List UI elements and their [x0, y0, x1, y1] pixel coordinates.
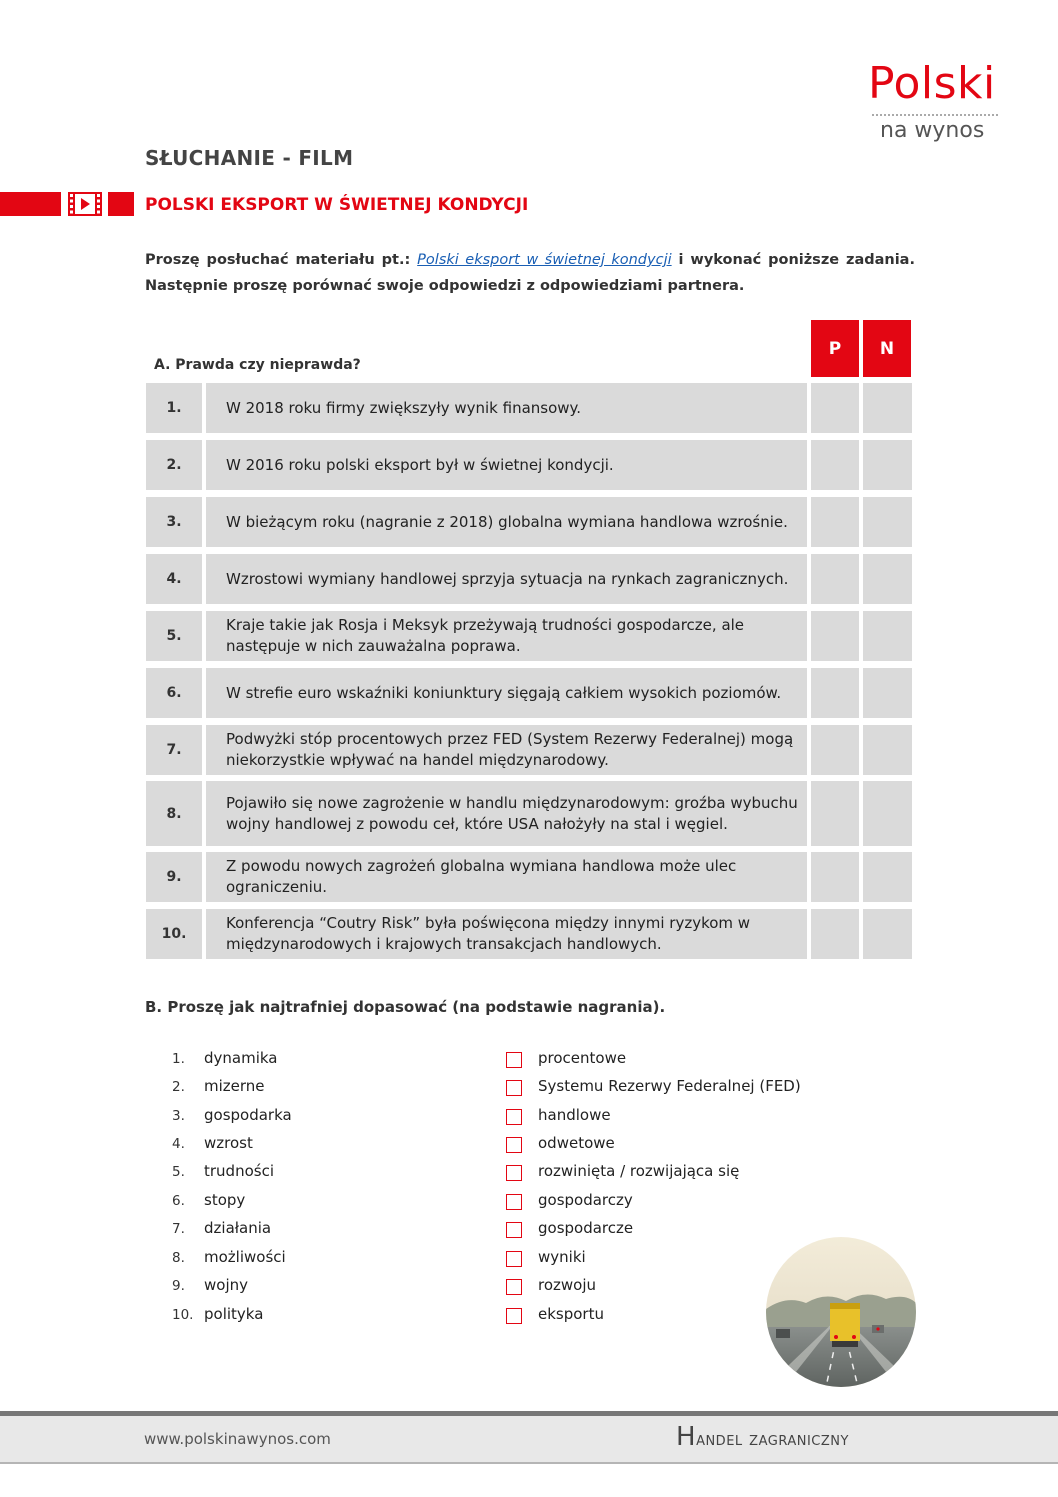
match-number: 7. [172, 1221, 185, 1237]
match-left-word: trudności [204, 1162, 274, 1180]
video-link[interactable]: Polski eksport w świetnej kondycji [417, 252, 672, 268]
match-right-word: rozwoju [538, 1276, 597, 1294]
row-number: 7. [146, 725, 202, 775]
match-row [0, 1049, 1058, 1073]
match-checkbox[interactable] [506, 1308, 522, 1324]
match-number: 9. [172, 1278, 185, 1294]
match-checkbox[interactable] [506, 1137, 522, 1153]
answer-p-box[interactable] [811, 383, 859, 433]
match-right-word: gospodarcze [538, 1219, 634, 1237]
column-header-p: P [811, 320, 859, 377]
row-statement: Konferencja “Coutry Risk” była poświęcona między innymi ryzykom w międzynarodowych i krajowych transakcjach handlowych. [206, 909, 807, 959]
footer-topic-rest: andel zagraniczny [696, 1428, 849, 1450]
table-row [146, 909, 912, 959]
answer-p-box[interactable] [811, 668, 859, 718]
table-row [146, 852, 912, 902]
match-right-word: eksportu [538, 1305, 604, 1323]
logo-divider [872, 114, 998, 116]
match-left-word: wzrost [204, 1134, 253, 1152]
match-row [0, 1191, 1058, 1215]
answer-p-box[interactable] [811, 611, 859, 661]
match-right-word: Systemu Rezerwy Federalnej (FED) [538, 1077, 801, 1095]
match-left-word: możliwości [204, 1248, 286, 1266]
answer-n-box[interactable] [863, 497, 912, 547]
match-left-word: stopy [204, 1191, 246, 1209]
match-row [0, 1134, 1058, 1158]
table-row [146, 781, 912, 846]
match-row [0, 1162, 1058, 1186]
answer-n-box[interactable] [863, 611, 912, 661]
video-title: POLSKI EKSPORT W ŚWIETNEJ KONDYCJI [145, 195, 529, 215]
table-row [146, 668, 912, 718]
answer-n-box[interactable] [863, 909, 912, 959]
match-number: 5. [172, 1164, 185, 1180]
match-number: 6. [172, 1193, 185, 1209]
table-row [146, 611, 912, 661]
row-number: 10. [146, 909, 202, 959]
answer-p-box[interactable] [811, 909, 859, 959]
row-number: 5. [146, 611, 202, 661]
row-number: 6. [146, 668, 202, 718]
row-number: 1. [146, 383, 202, 433]
match-left-word: dynamika [204, 1049, 278, 1067]
match-left-word: wojny [204, 1276, 248, 1294]
match-number: 3. [172, 1108, 185, 1124]
answer-n-box[interactable] [863, 781, 912, 846]
match-left-word: mizerne [204, 1077, 265, 1095]
answer-p-box[interactable] [811, 497, 859, 547]
match-checkbox[interactable] [506, 1222, 522, 1238]
answer-n-box[interactable] [863, 383, 912, 433]
match-right-word: gospodarczy [538, 1191, 633, 1209]
match-number: 2. [172, 1079, 185, 1095]
match-number: 4. [172, 1136, 185, 1152]
row-number: 4. [146, 554, 202, 604]
row-statement: W 2016 roku polski eksport był w świetnej kondycji. [206, 440, 807, 490]
row-statement: Kraje takie jak Rosja i Meksyk przeżywają trudności gospodarcze, ale następuje w nich zauważalna poprawa. [206, 611, 807, 661]
match-row [0, 1106, 1058, 1130]
row-statement: Podwyżki stóp procentowych przez FED (System Rezerwy Federalnej) mogą niekorzystkie wpływać na handel międzynarodowy. [206, 725, 807, 775]
footer-topic-initial: H [676, 1422, 697, 1452]
match-checkbox[interactable] [506, 1251, 522, 1267]
match-checkbox[interactable] [506, 1279, 522, 1295]
row-statement: Wzrostowi wymiany handlowej sprzyja sytuacja na rynkach zagranicznych. [206, 554, 807, 604]
answer-n-box[interactable] [863, 668, 912, 718]
match-left-word: gospodarka [204, 1106, 292, 1124]
match-checkbox[interactable] [506, 1194, 522, 1210]
logo [868, 58, 1002, 148]
footer-topic [676, 1422, 849, 1452]
match-checkbox[interactable] [506, 1109, 522, 1125]
row-statement: W strefie euro wskaźniki koniunktury sięgają całkiem wysokich poziomów. [206, 668, 807, 718]
logo-subtitle: na wynos [880, 118, 985, 143]
match-checkbox[interactable] [506, 1165, 522, 1181]
match-right-word: handlowe [538, 1106, 611, 1124]
table-row [146, 440, 912, 490]
match-checkbox[interactable] [506, 1052, 522, 1068]
row-statement: W 2018 roku firmy zwiększyły wynik finansowy. [206, 383, 807, 433]
table-row [146, 554, 912, 604]
row-statement: W bieżącym roku (nagranie z 2018) globalna wymiana handlowa wzrośnie. [206, 497, 807, 547]
footer-bottom-line [0, 1462, 1058, 1464]
footer-website-link[interactable]: www.polskinawynos.com [144, 1430, 331, 1448]
header-bar-right [108, 192, 134, 216]
task-b-title: B. Proszę jak najtrafniej dopasować (na podstawie nagrania). [145, 998, 666, 1016]
match-number: 10. [172, 1307, 194, 1323]
match-right-word: wyniki [538, 1248, 586, 1266]
row-number: 2. [146, 440, 202, 490]
match-left-word: działania [204, 1219, 272, 1237]
row-number: 9. [146, 852, 202, 902]
film-icon [68, 192, 102, 216]
match-checkbox[interactable] [506, 1080, 522, 1096]
answer-n-box[interactable] [863, 725, 912, 775]
section-title: SŁUCHANIE - FILM [145, 146, 354, 170]
row-number: 8. [146, 781, 202, 846]
answer-p-box[interactable] [811, 440, 859, 490]
answer-p-box[interactable] [811, 781, 859, 846]
row-statement: Pojawiło się nowe zagrożenie w handlu międzynarodowym: groźba wybuchu wojny handlowej z powodu ceł, które USA nałożyły na stal i węgiel. [206, 781, 807, 846]
task-a-title: A. Prawda czy nieprawda? [154, 357, 361, 373]
table-row [146, 725, 912, 775]
highway-truck-photo [766, 1237, 916, 1387]
match-number: 1. [172, 1051, 185, 1067]
answer-p-box[interactable] [811, 725, 859, 775]
match-left-word: polityka [204, 1305, 264, 1323]
row-number: 3. [146, 497, 202, 547]
instructions-after: i wykonać poniższe zadania. Następnie proszę porównać swoje odpowiedzi z odpowiedziami partnera. [145, 252, 915, 294]
logo-word: Polski [868, 58, 996, 109]
answer-n-box[interactable] [863, 554, 912, 604]
column-header-n: N [863, 320, 911, 377]
table-row [146, 497, 912, 547]
match-row [0, 1219, 1058, 1243]
match-right-word: procentowe [538, 1049, 627, 1067]
instructions-before: Proszę posłuchać materiału pt.: [145, 252, 418, 268]
table-row [146, 383, 912, 433]
row-statement: Z powodu nowych zagrożeń globalna wymiana handlowa może ulec ograniczeniu. [206, 852, 807, 902]
match-row [0, 1077, 1058, 1101]
match-number: 8. [172, 1250, 185, 1266]
answer-p-box[interactable] [811, 554, 859, 604]
instructions [145, 247, 915, 299]
answer-p-box[interactable] [811, 852, 859, 902]
header-bar-left [0, 192, 61, 216]
answer-n-box[interactable] [863, 852, 912, 902]
answer-n-box[interactable] [863, 440, 912, 490]
match-right-word: rozwinięta / rozwijająca się [538, 1162, 740, 1180]
match-right-word: odwetowe [538, 1134, 615, 1152]
